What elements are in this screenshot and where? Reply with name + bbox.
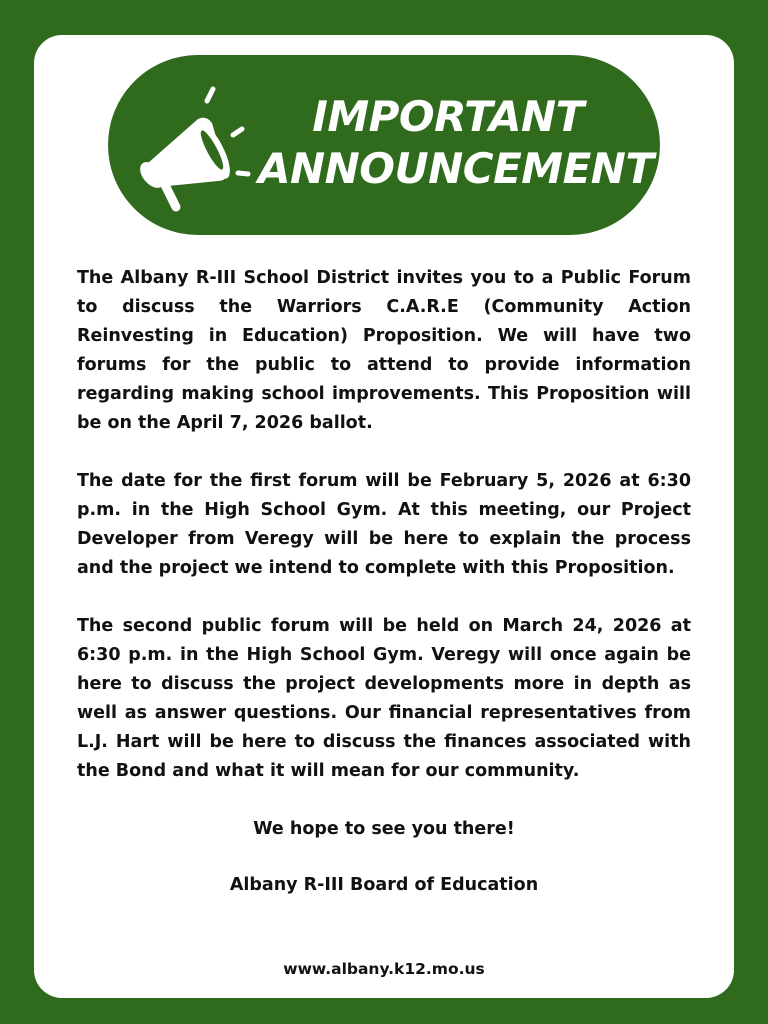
headline-line-1: IMPORTANT — [312, 92, 584, 141]
announcement-banner — [108, 55, 660, 235]
website-link[interactable]: www.albany.k12.mo.us — [283, 960, 485, 978]
paragraph-invitation: The Albany R-III School District invites you to a Public Forum to discuss the Warriors C.A.R.E (Community Action Reinvesting in Education) Proposition. We will have two forums for the public to attend to provide information regarding making school improvements. This Proposition will be on the April 7, 2026 ballot. — [77, 268, 691, 433]
signoff-line: Albany R-III Board of Education — [229, 875, 539, 895]
announcement-body — [77, 264, 691, 815]
closing-line: We hope to see you there! — [253, 819, 515, 839]
announcement-card — [34, 35, 734, 998]
announcement-headline — [258, 91, 654, 195]
megaphone-icon — [128, 75, 258, 215]
headline-line-2: ANNOUNCEMENT — [258, 144, 654, 193]
paragraph-second-forum: The second public forum will be held on March 24, 2026 at 6:30 p.m. in the High School Gym. Veregy will once again be here to discuss the project developments more in depth as well as answer questions. Our financial representatives from L.J. Hart will be here to discuss the finances associated with the Bond and what it will mean for our community. — [77, 616, 691, 781]
paragraph-first-forum: The date for the first forum will be February 5, 2026 at 6:30 p.m. in the High School Gym. At this meeting, our Project Developer from Veregy will be here to explain the process and the project we intend to complete with this Proposition. — [77, 471, 691, 578]
